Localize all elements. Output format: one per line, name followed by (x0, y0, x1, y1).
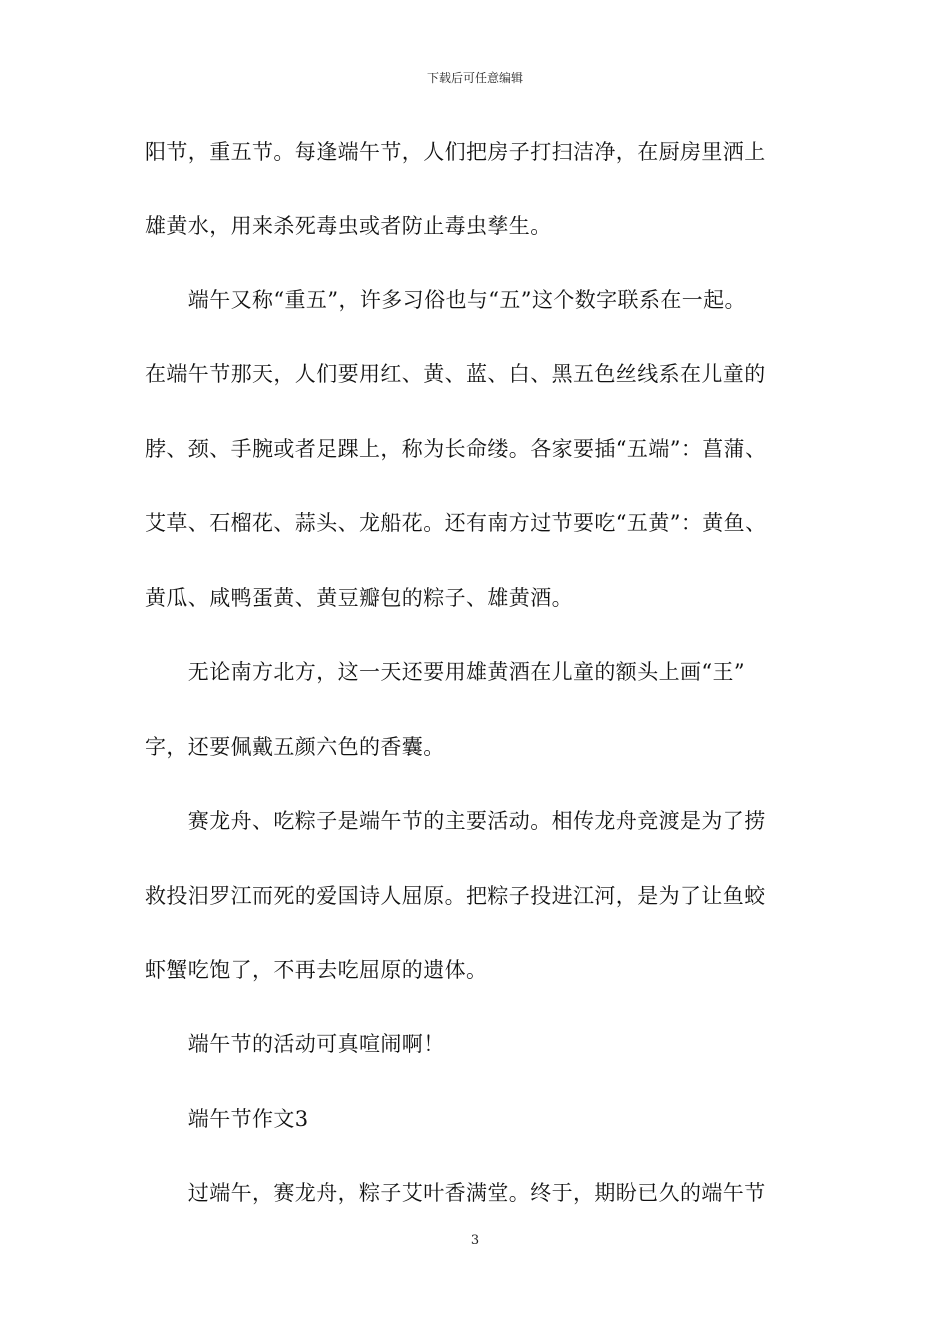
text-line: 艾草、石榴花、蒜头、龙船花。还有南方过节要吃“五黄”：黄鱼、 (145, 511, 767, 535)
text-line: 虾蟹吃饱了，不再去吃屈原的遗体。 (145, 958, 488, 982)
text-line: 字，还要佩戴五颜六色的香囊。 (145, 735, 445, 759)
text-line: 赛龙舟、吃粽子是端午节的主要活动。相传龙舟竞渡是为了捞 (145, 809, 766, 833)
section-heading: 端午节作文3 (145, 1107, 309, 1131)
text-line: 端午又称“重五”，许多习俗也与“五”这个数字联系在一起。 (145, 288, 746, 312)
text-line: 阳节，重五节。每逢端午节，人们把房子打扫洁净，在厨房里洒上 (145, 140, 766, 164)
text-line: 端午节的活动可真喧闹啊！ (145, 1032, 445, 1056)
text-line: 在端午节那天，人们要用红、黄、蓝、白、黑五色丝线系在儿童的 (145, 362, 766, 386)
text-line: 脖、颈、手腕或者足踝上，称为长命缕。各家要插“五端”：菖蒲、 (145, 437, 767, 461)
page-header: 下载后可任意编辑 (426, 71, 523, 85)
text-line: 无论南方北方，这一天还要用雄黄酒在儿童的额头上画“王” (145, 660, 746, 684)
text-line: 救投汨罗江而死的爱国诗人屈原。把粽子投进江河，是为了让鱼蛟 (145, 884, 766, 908)
page-number: 3 (470, 1233, 480, 1248)
text-line: 过端午，赛龙舟，粽子艾叶香满堂。终于，期盼已久的端午节 (145, 1181, 766, 1205)
text-line: 雄黄水，用来杀死毒虫或者防止毒虫孳生。 (145, 214, 552, 238)
text-line: 黄瓜、咸鸭蛋黄、黄豆瓣包的粽子、雄黄酒。 (145, 586, 573, 610)
